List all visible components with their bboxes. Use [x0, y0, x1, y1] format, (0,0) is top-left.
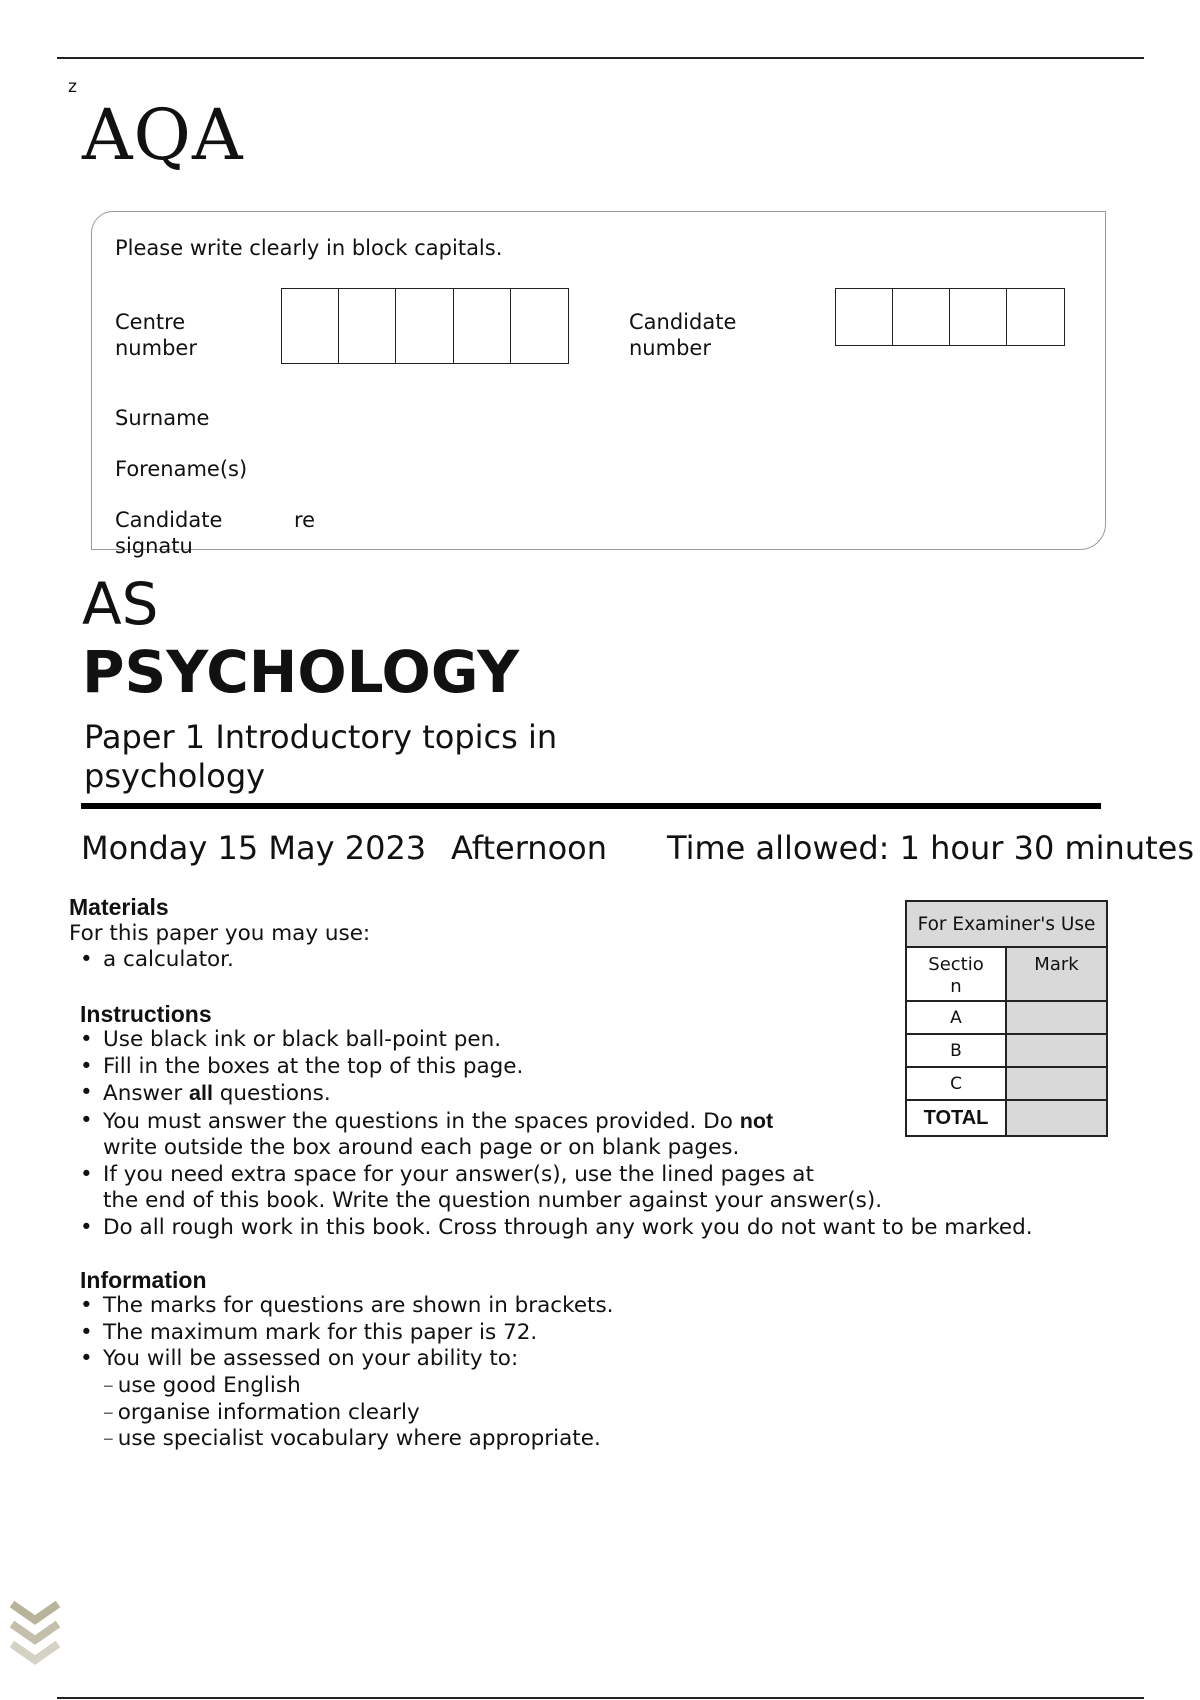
list-item: • Answer all questions.: [80, 1080, 331, 1106]
list-item: – organise information clearly: [103, 1399, 420, 1425]
surname-label: Surname: [115, 406, 210, 430]
section-label: A: [906, 1001, 1006, 1034]
chevron-stroke: [12, 1644, 58, 1660]
examiner-use-table: [905, 900, 1108, 1137]
list-item: • The maximum mark for this paper is 72.: [80, 1319, 538, 1345]
candidate-number-label: Candidate number: [629, 310, 737, 360]
centre-number-digit[interactable]: [282, 289, 339, 363]
stray-character: z: [68, 77, 77, 97]
centre-number-digit[interactable]: [339, 289, 396, 363]
chevron-stroke: [12, 1604, 58, 1620]
candidate-number-digit[interactable]: [950, 289, 1007, 345]
centre-number-digit[interactable]: [511, 289, 568, 363]
instructions-list: [80, 1027, 1033, 1241]
information-heading: Information: [80, 1267, 207, 1293]
title-divider: [81, 803, 1101, 809]
materials-intro: For this paper you may use:: [69, 921, 371, 946]
aqa-logo: AQA: [82, 94, 244, 176]
centre-number-label: Centre number: [115, 310, 197, 360]
candidate-number-digit[interactable]: [1007, 289, 1064, 345]
list-item: • a calculator.: [80, 947, 234, 972]
qualification-level: AS: [82, 570, 159, 638]
chevron-stroke: [12, 1624, 58, 1640]
signature-label-fragment: signatu: [115, 534, 193, 558]
forenames-label: Forename(s): [115, 457, 248, 481]
candidate-number-grid: [835, 288, 1065, 346]
list-item: • The marks for questions are shown in brackets.: [80, 1293, 614, 1318]
table-row: [906, 1034, 1107, 1067]
table-row: [906, 1001, 1107, 1034]
table-row: [906, 1100, 1107, 1136]
list-item: • Fill in the boxes at the top of this page.: [80, 1053, 524, 1079]
examiner-table-title: For Examiner's Use: [906, 901, 1107, 947]
section-label: C: [906, 1067, 1006, 1100]
list-item: – use specialist vocabulary where appropriate.: [103, 1426, 601, 1451]
assessment-criteria-list: [103, 1373, 601, 1453]
centre-number-digit[interactable]: [454, 289, 511, 363]
list-item: • Use black ink or black ball-point pen.: [80, 1027, 502, 1052]
list-item: • You will be assessed on your ability to:: [80, 1346, 519, 1371]
mark-cell: [1006, 1034, 1107, 1067]
total-mark-cell: [1006, 1100, 1107, 1136]
list-item: • Do all rough work in this book. Cross through any work you do not want to be marked.: [80, 1214, 1033, 1240]
paper-title: Paper 1 Introductory topics in psychology: [84, 718, 558, 795]
list-item: • You must answer the questions in the spaces provided. Do not write outside the box around each page or on blank pages.: [80, 1107, 774, 1160]
signature-label-fragment: re: [294, 508, 316, 532]
exam-date: Monday 15 May 2023: [81, 829, 427, 867]
signature-label: Candidate: [115, 508, 223, 532]
block-capitals-instruction: Please write clearly in block capitals.: [115, 236, 503, 260]
instructions-heading: Instructions: [80, 1001, 212, 1027]
exam-session: Afternoon: [451, 829, 607, 867]
bottom-rule: [57, 1697, 1144, 1699]
centre-number-grid: [281, 288, 569, 364]
top-rule: [57, 57, 1144, 59]
list-item: – use good English: [103, 1373, 301, 1398]
total-label: TOTAL: [906, 1100, 1006, 1136]
information-list: [80, 1293, 614, 1373]
table-row: [906, 1067, 1107, 1100]
materials-heading: Materials: [69, 894, 169, 920]
mark-cell: [1006, 1067, 1107, 1100]
chevron-down-icon: [10, 1600, 60, 1672]
list-item: • If you need extra space for your answer(s), use the lined pages at the end of this book. Write the question number against your answer(s).: [80, 1161, 883, 1213]
candidate-details-box: [91, 211, 1106, 558]
materials-list: [80, 947, 234, 974]
mark-cell: [1006, 1001, 1107, 1034]
candidate-number-digit[interactable]: [893, 289, 950, 345]
mark-column-header: Mark: [1006, 947, 1107, 1001]
candidate-number-digit[interactable]: [836, 289, 893, 345]
time-allowed: Time allowed: 1 hour 30 minutes: [667, 829, 1194, 867]
subject-title: PSYCHOLOGY: [82, 638, 520, 706]
centre-number-digit[interactable]: [396, 289, 453, 363]
section-label: B: [906, 1034, 1006, 1067]
section-column-header: Sectio n: [906, 947, 1006, 1001]
